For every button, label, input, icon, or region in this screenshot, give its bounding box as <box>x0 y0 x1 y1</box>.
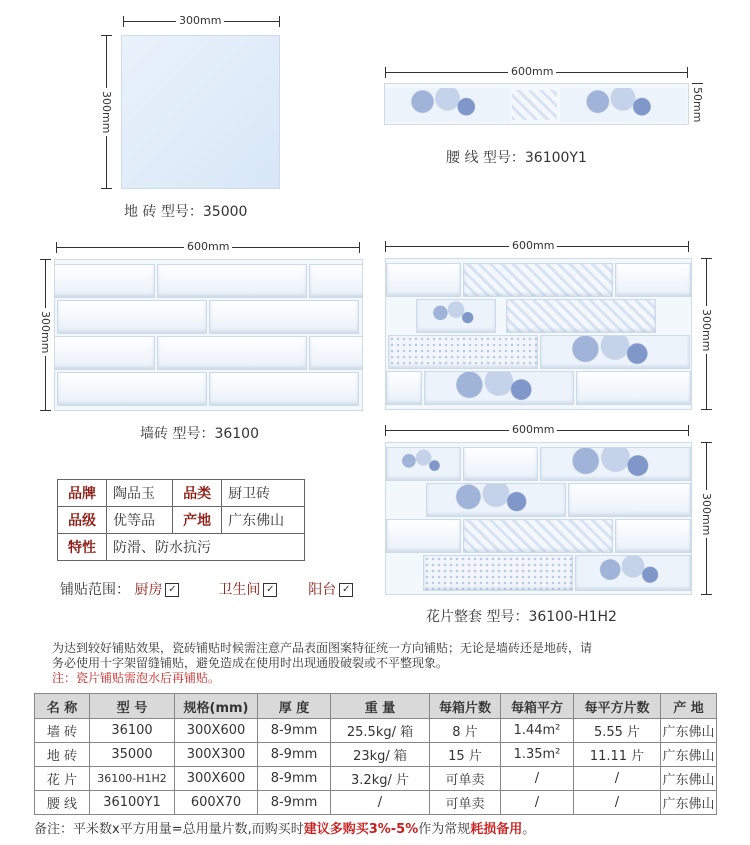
spec-cell: 8-9mm <box>258 719 331 743</box>
note-line-2: 务必使用十字架留缝铺贴，避免造成在使用时出现通股破裂或不平整现象。 <box>52 656 449 670</box>
spec-header: 型 号 <box>90 694 175 719</box>
spec-cell: 腰 线 <box>35 791 90 815</box>
spec-cell: / <box>501 767 574 791</box>
bathroom-checkbox[interactable]: ✓ <box>263 583 277 597</box>
spec-cell: 35000 <box>90 743 175 767</box>
usage-label: 铺贴范围： <box>60 582 130 598</box>
spec-cell: 花 片 <box>35 767 90 791</box>
spec-cell: 1.44m² <box>501 719 574 743</box>
floor-tile-caption: 地 砖 型号：35000 <box>124 204 248 220</box>
floor-width-label: 300mm <box>176 15 224 27</box>
spec-cell: 8-9mm <box>258 743 331 767</box>
usage-scope <box>60 579 353 599</box>
spec-cell: 广东佛山 <box>661 767 717 791</box>
spec-cell: 300X600 <box>175 719 258 743</box>
footer-note <box>34 818 535 837</box>
grade-value: 优等品 <box>107 507 173 534</box>
spec-table <box>34 693 717 815</box>
origin-value: 广东佛山 <box>222 507 305 534</box>
spec-header: 名 称 <box>35 694 90 719</box>
spec-cell: 8-9mm <box>258 791 331 815</box>
footer-middle: 作为常规 <box>418 822 471 837</box>
note-line-3: 注：瓷片铺贴需泡水后再铺贴。 <box>52 671 221 685</box>
table-row <box>35 767 717 791</box>
spec-cell: / <box>574 767 661 791</box>
flower1-tile-image <box>385 258 692 410</box>
category-value: 厨卫砖 <box>222 480 305 507</box>
feature-key: 特性 <box>58 534 107 561</box>
table-row <box>35 719 717 743</box>
wall-height-label: 300mm <box>39 308 51 356</box>
brand-value: 陶品玉 <box>107 480 173 507</box>
flower2-tile-image <box>385 442 692 595</box>
spec-header: 厚 度 <box>258 694 331 719</box>
footer-prefix: 备注：平米数x平方用量=总用量片数,而购买时 <box>34 822 304 837</box>
wall-width-label: 600mm <box>184 241 232 253</box>
wall-tile-image <box>54 259 363 411</box>
border-tile-image <box>384 83 689 125</box>
flower1-width-label: 600mm <box>509 240 557 252</box>
spec-cell: 广东佛山 <box>661 743 717 767</box>
flower1-height-label: 300mm <box>700 306 712 354</box>
spec-cell: / <box>501 791 574 815</box>
border-tile-caption: 腰 线 型号：36100Y1 <box>446 150 587 166</box>
spec-cell: 地 砖 <box>35 743 90 767</box>
spec-cell: 600X70 <box>175 791 258 815</box>
grade-key: 品级 <box>58 507 107 534</box>
spec-cell: 36100Y1 <box>90 791 175 815</box>
spec-cell: 23kg/ 箱 <box>331 743 430 767</box>
balcony-checkbox[interactable]: ✓ <box>339 583 353 597</box>
wall-tile-caption: 墙砖 型号：36100 <box>140 426 259 442</box>
footer-highlight2: 耗损备用 <box>470 822 523 837</box>
brand-key: 品牌 <box>58 480 107 507</box>
table-row <box>35 791 717 815</box>
spec-cell: / <box>574 791 661 815</box>
spec-cell: 11.11 片 <box>574 743 661 767</box>
usage-bathroom: 卫生间 <box>218 582 261 598</box>
spec-cell: 广东佛山 <box>661 791 717 815</box>
spec-cell: 300X300 <box>175 743 258 767</box>
spec-cell: 1.35m² <box>501 743 574 767</box>
usage-balcony: 阳台 <box>308 582 337 598</box>
spec-cell: 可单卖 <box>430 791 501 815</box>
spec-cell: 广东佛山 <box>661 719 717 743</box>
spec-header: 规格(mm) <box>175 694 258 719</box>
footer-end: 。 <box>522 822 536 837</box>
spec-header: 重 量 <box>331 694 430 719</box>
note-line-1: 为达到较好铺贴效果，瓷砖铺贴时候需注意产品表面图案特征统一方向铺贴；无论是墙砖还是地砖，请 <box>52 641 593 655</box>
floor-height-label: 300mm <box>100 88 112 136</box>
spec-cell: 15 片 <box>430 743 501 767</box>
kitchen-checkbox[interactable]: ✓ <box>165 583 179 597</box>
border-height-label: 50mm <box>691 84 703 125</box>
category-key: 品类 <box>173 480 222 507</box>
usage-kitchen: 厨房 <box>134 582 163 598</box>
floor-tile-image <box>121 35 280 189</box>
spec-cell: 3.2kg/ 片 <box>331 767 430 791</box>
spec-header-row <box>35 694 717 719</box>
spec-cell: 5.55 片 <box>574 719 661 743</box>
border-width-label: 600mm <box>508 66 556 78</box>
spec-header: 每箱平方 <box>501 694 574 719</box>
footer-highlight: 建议多购买3%-5% <box>303 822 419 837</box>
origin-key: 产地 <box>173 507 222 534</box>
spec-cell: 300X600 <box>175 767 258 791</box>
spec-cell: / <box>331 791 430 815</box>
flower2-height-label: 300mm <box>700 490 712 538</box>
spec-header: 产 地 <box>661 694 717 719</box>
table-row <box>35 743 717 767</box>
product-info-table <box>57 479 305 561</box>
feature-value: 防滑、防水抗污 <box>107 534 305 561</box>
spec-cell: 8 片 <box>430 719 501 743</box>
flower2-width-label: 600mm <box>509 424 557 436</box>
spec-cell: 36100 <box>90 719 175 743</box>
spec-cell: 25.5kg/ 箱 <box>331 719 430 743</box>
spec-cell: 8-9mm <box>258 767 331 791</box>
spec-cell: 36100-H1H2 <box>90 767 175 791</box>
flower-tile-caption: 花片整套 型号：36100-H1H2 <box>426 609 617 625</box>
spec-cell: 墙 砖 <box>35 719 90 743</box>
spec-cell: 可单卖 <box>430 767 501 791</box>
spec-header: 每平方片数 <box>574 694 661 719</box>
spec-header: 每箱片数 <box>430 694 501 719</box>
